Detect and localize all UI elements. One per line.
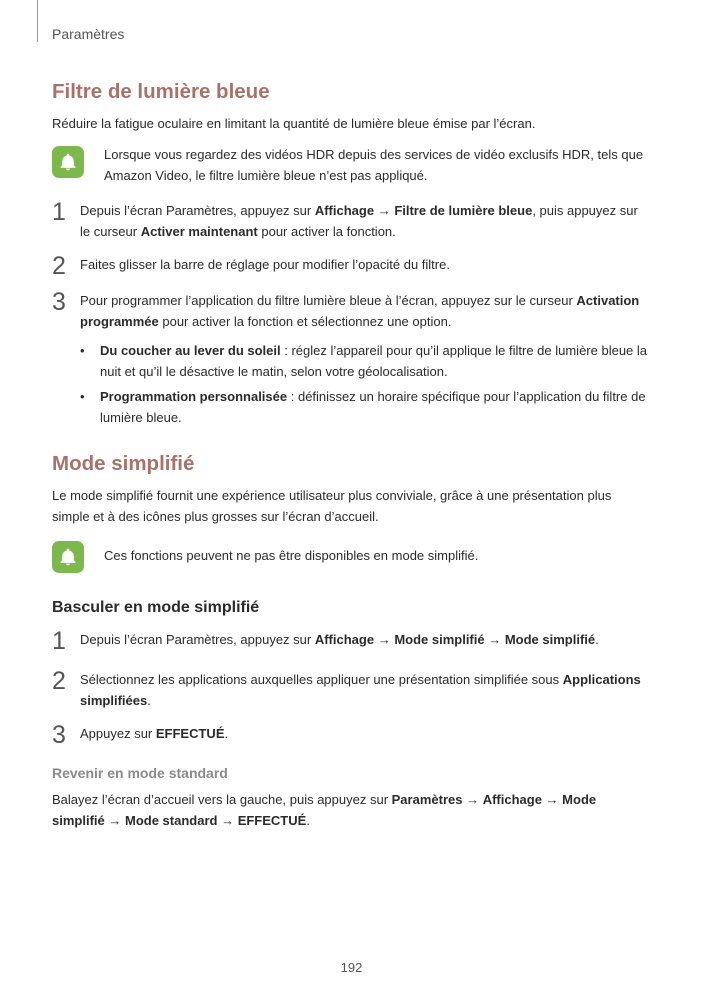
step-text: Depuis l’écran Paramètres, appuyez sur Affichage → Filtre de lumière bleue, puis appuyez sur le curseur Activer maintenant pour activer la fonction. — [80, 203, 638, 239]
subsubsection-title: Revenir en mode standard — [52, 765, 228, 781]
section-title-simple-mode: Mode simplifié — [52, 452, 195, 475]
step-number: 2 — [52, 667, 66, 695]
header-divider — [37, 0, 38, 42]
step-2 — [52, 254, 647, 278]
step-3 — [52, 290, 647, 332]
bullet-dot: • — [80, 343, 85, 358]
bullet-item — [52, 386, 647, 428]
step-text: Appuyez sur EFFECTUÉ. — [80, 726, 229, 741]
step-number: 2 — [52, 252, 66, 280]
step-text: Faites glisser la barre de réglage pour modifier l’opacité du filtre. — [80, 257, 450, 272]
step-number: 3 — [52, 288, 66, 316]
step-1 — [52, 200, 647, 242]
page-header: Paramètres — [52, 26, 125, 42]
section-body: Balayez l’écran d’accueil vers la gauche, puis appuyez sur Paramètres → Affichage → Mode simplifié → Mode standard → EFFECTUÉ. — [52, 792, 597, 828]
section-title-blue-light-filter: Filtre de lumière bleue — [52, 80, 270, 103]
note-text: Ces fonctions peuvent ne pas être disponibles en mode simplifié. — [104, 548, 479, 563]
section-lead: Réduire la fatigue oculaire en limitant la quantité de lumière bleue émise par l’écran. — [52, 116, 536, 131]
note-text: Lorsque vous regardez des vidéos HDR depuis des services de vidéo exclusifs HDR, tels que Amazon Video, le filtre lumière bleue n’est pas appliqué. — [104, 147, 644, 183]
step-number: 3 — [52, 721, 66, 749]
bullet-text: Programmation personnalisée : définissez un horaire spécifique pour l’application du filtre de lumière bleue. — [100, 389, 646, 425]
step-number: 1 — [52, 198, 66, 226]
section-lead: Le mode simplifié fournit une expérience utilisateur plus conviviale, grâce à une présentation plus simple et à des icônes plus grosses sur l’écran d’accueil. — [52, 488, 612, 524]
page-number: 192 — [340, 960, 363, 975]
step-number: 1 — [52, 627, 66, 655]
step-1 — [52, 629, 647, 653]
page-content — [52, 80, 647, 831]
step-3 — [52, 723, 647, 747]
subsection-title: Basculer en mode simplifié — [52, 599, 260, 616]
step-text: Pour programmer l’application du filtre lumière bleue à l’écran, appuyez sur le curseur Activation programmée pour activer la fonction et sélectionnez une option. — [80, 293, 640, 329]
step-text: Sélectionnez les applications auxquelles appliquer une présentation simplifiée sous Applications simplifiées. — [80, 672, 641, 708]
note-block — [52, 539, 647, 573]
bullet-dot: • — [80, 389, 85, 404]
bell-icon — [52, 541, 84, 573]
step-text: Depuis l’écran Paramètres, appuyez sur Affichage → Mode simplifié → Mode simplifié. — [80, 632, 599, 647]
bullet-item — [52, 340, 647, 382]
note-block — [52, 144, 647, 186]
bell-icon — [52, 146, 84, 178]
bullet-text: Du coucher au lever du soleil : réglez l’appareil pour qu’il applique le filtre de lumière bleue la nuit et qu’il le désactive le matin, selon votre géolocalisation. — [100, 343, 648, 379]
step-2 — [52, 669, 647, 711]
